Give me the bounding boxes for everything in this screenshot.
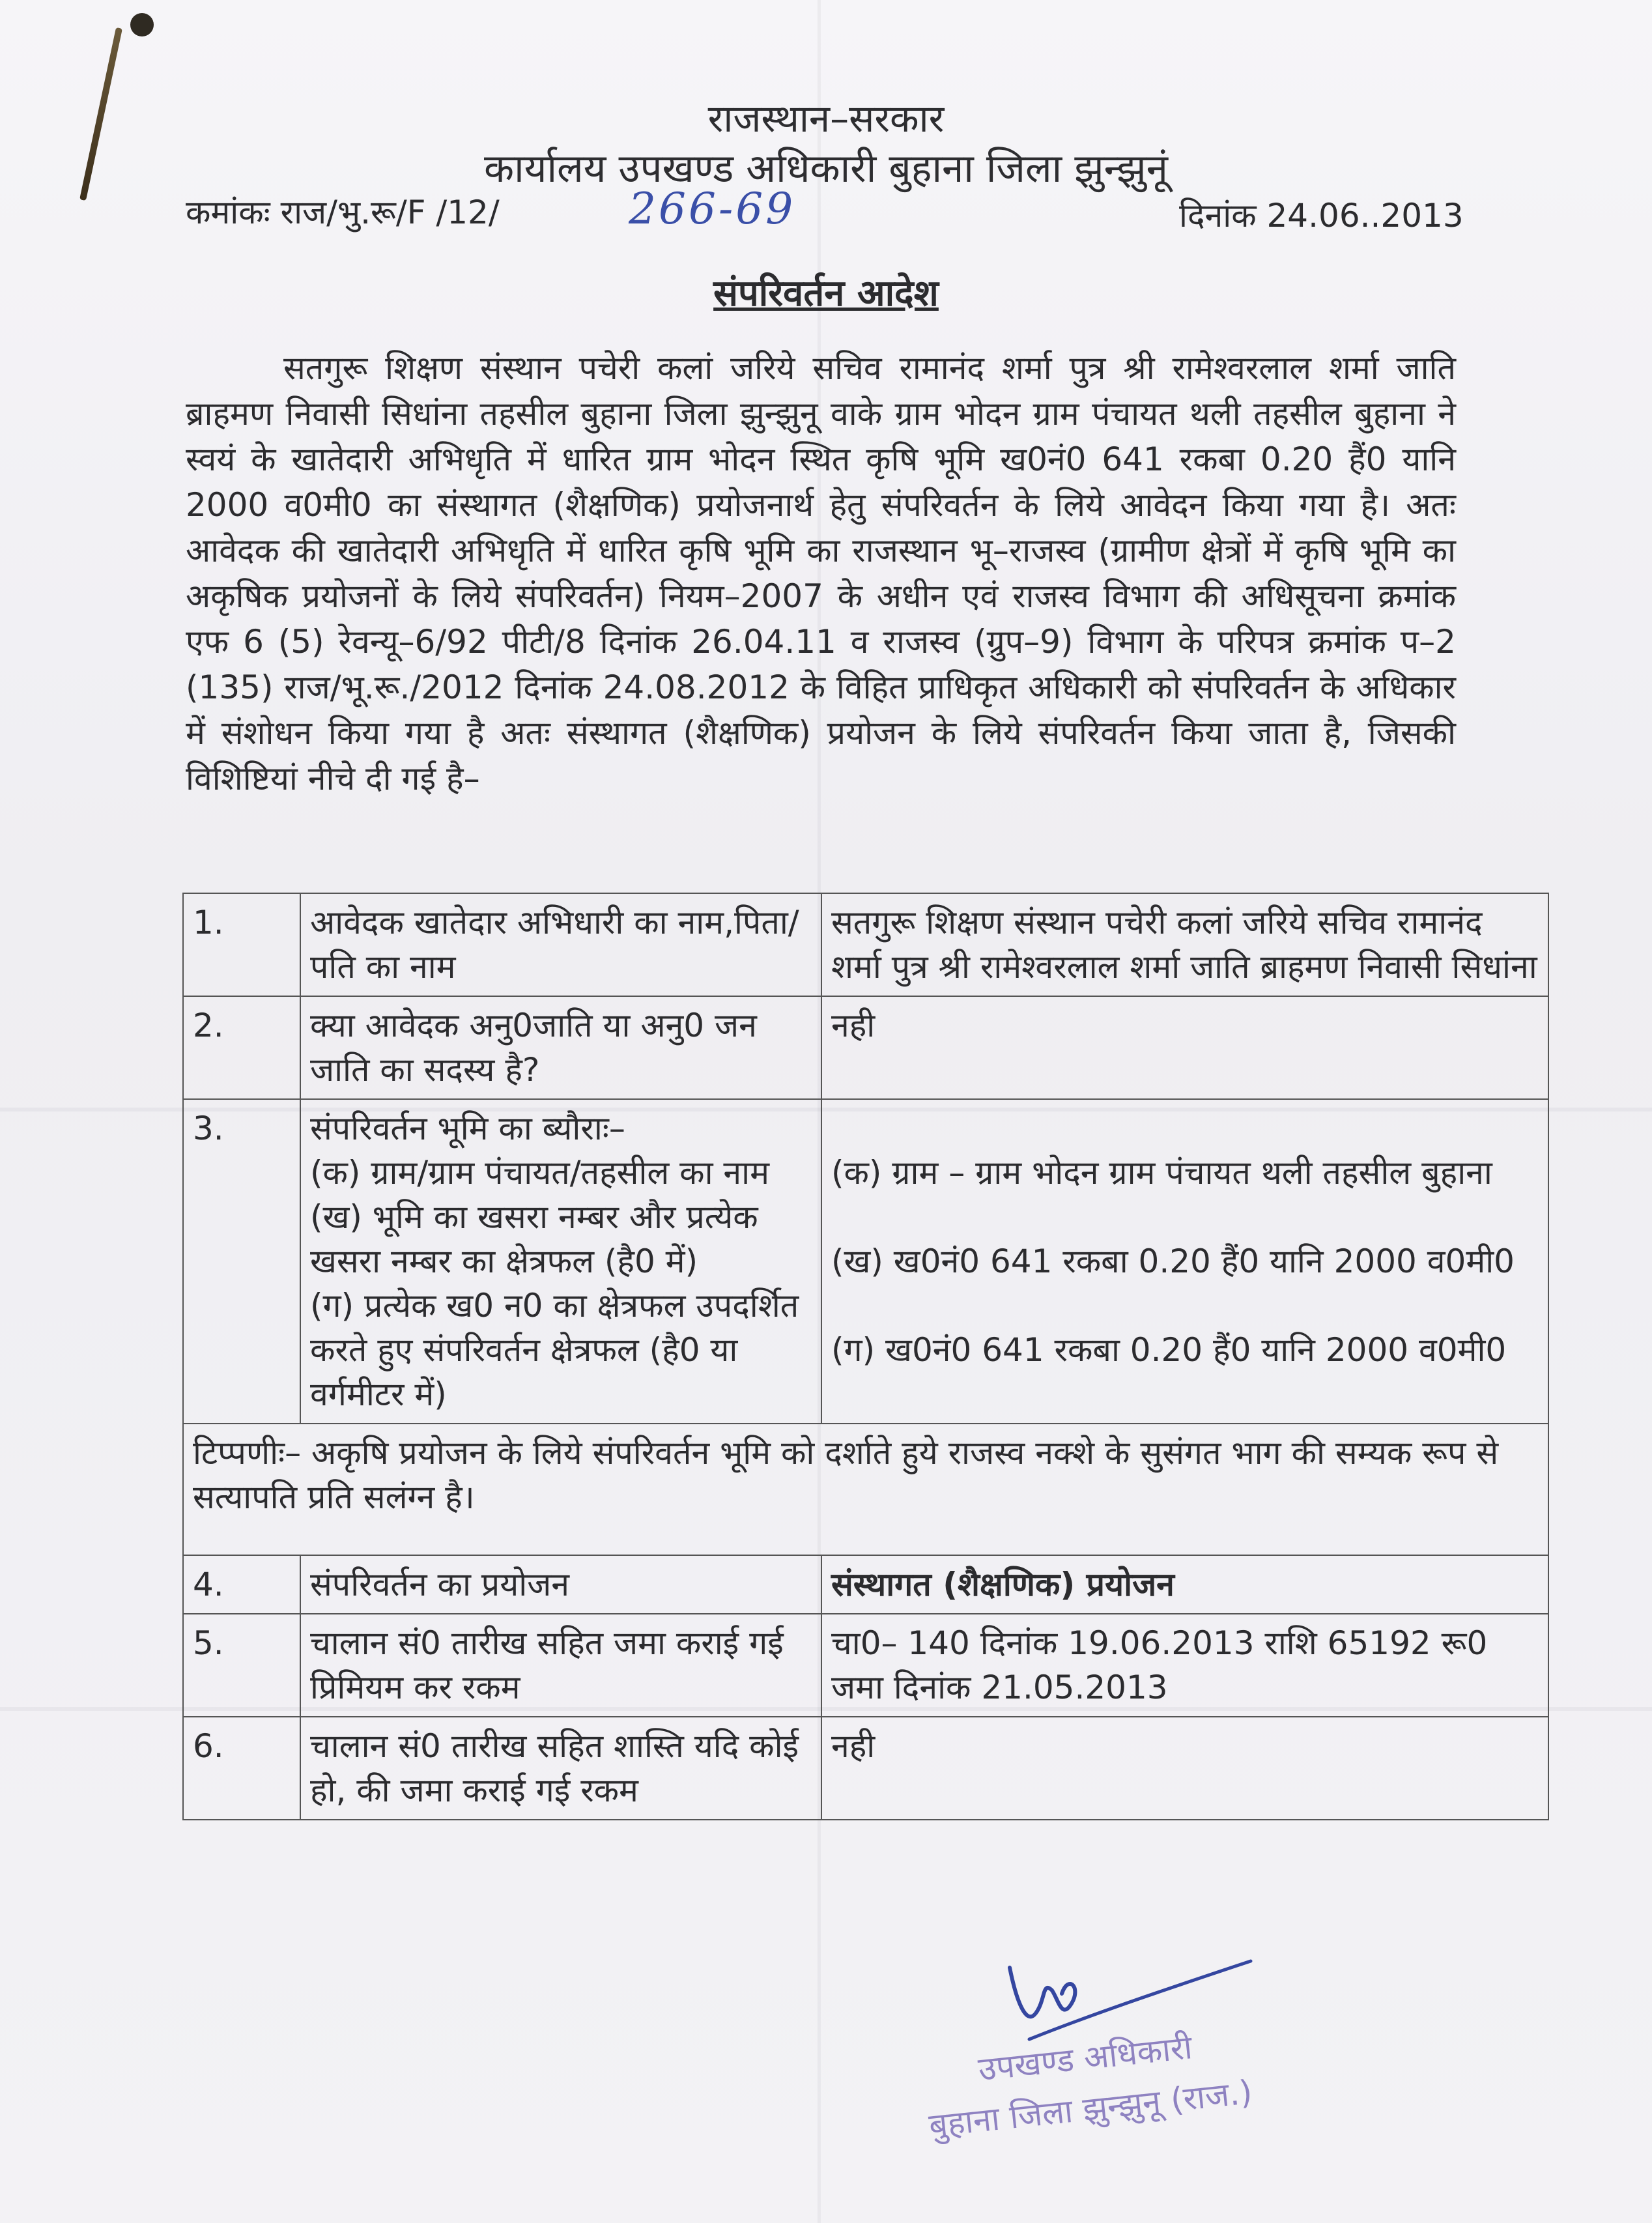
table-row: [183, 1614, 1548, 1717]
table-row: [183, 1555, 1548, 1614]
row-number: 1.: [183, 893, 300, 996]
row-label: [300, 1099, 821, 1424]
label-village: (क) ग्राम/ग्राम पंचायत/तहसील का नाम: [310, 1154, 770, 1192]
label-area: (ग) प्रत्येक ख0 न0 का क्षेत्रफल उपदर्शित करते हुए संपरिवर्तन क्षेत्रफल (है0 या वर्गमीटर में): [310, 1287, 799, 1413]
value-village: (क) ग्राम – ग्राम भोदन ग्राम पंचायत थली तहसील बुहाना: [831, 1154, 1492, 1192]
order-date: दिनांक 24.06..2013: [1179, 197, 1464, 235]
row-number: 3.: [183, 1099, 300, 1424]
value-khasra: (ख) ख0नं0 641 रकबा 0.20 हैं0 यानि 2000 व0मी0: [831, 1242, 1515, 1280]
row-number: 4.: [183, 1555, 300, 1614]
note-cell: टिप्पणीः– अकृषि प्रयोजन के लिये संपरिवर्तन भूमि को दर्शाते हुये राजस्व नक्शे के सुसंगत भाग की सम्यक रूप से सत्यापति प्रति सलंग्न है।: [183, 1424, 1548, 1555]
order-paragraph: [186, 345, 1456, 801]
row-label: क्या आवेदक अनु0जाति या अनु0 जन जाति का सदस्य है?: [300, 996, 821, 1099]
row-value: सतगुरू शिक्षण संस्थान पचेरी कलां जरिये सचिव रामानंद शर्मा पुत्र श्री रामेश्वरलाल शर्मा जाति ब्राहमण निवासी सिधांना: [821, 893, 1548, 996]
stamp-line: उपखण्ड अधिकारी: [976, 2028, 1194, 2089]
paragraph-text: सतगुरू शिक्षण संस्थान पचेरी कलां जरिये सचिव रामानंद शर्मा पुत्र श्री रामेश्वरलाल शर्मा जाति ब्राहमण निवासी सिधांना तहसील बुहाना जिला झुन्झुनू वाके ग्राम भोदन ग्राम पंचायत थली तहसील बुहाना ने स्वयं के खातेदारी अभिधृति में धारित ग्राम भोदन स्थित कृषि भूमि ख0नं0 641 रकबा 0.20 हैं0 यानि 2000 व0मी0 का संस्थागत (शैक्षणिक) प्रयोजनार्थ हेतु संपरिवर्तन के लिये आवेदन किया गया है। अतः आवेदक की खातेदारी अभिधृति में धारित कृषि भूमि का राजस्थान भू–राजस्व (ग्रामीण क्षेत्रों में कृषि भूमि का अकृषिक प्रयोजनों के लिये संपरिवर्तन) नियम–2007 के अधीन एवं राजस्व विभाग की अधिसूचना क्रमांक एफ 6 (5) रेवन्यू–6/92 पीटी/8 दिनांक 26.04.11 व राजस्व (ग्रुप–9) विभाग के परिपत्र क्रमांक प–2 (135) राज/भू.रू./2012 दिनांक 24.08.2012 के विहित प्राधिकृत अधिकारी को संपरिवर्तन के अधिकार में संशोधन किया गया है अतः संस्थागत (शैक्षणिक) प्रयोजन के लिये संपरिवर्तन किया जाता है, जिसकी विशिष्टियां नीचे दी गई है–: [186, 349, 1456, 797]
stamp-line: बुहाना जिला झुन्झुनू (राज.): [927, 2072, 1254, 2145]
row-number: 5.: [183, 1614, 300, 1717]
label-khasra: (ख) भूमि का खसरा नम्बर और प्रत्येक खसरा नम्बर का क्षेत्रफल (है0 में): [310, 1198, 758, 1280]
header-government: राजस्थान–सरकार: [707, 96, 945, 141]
row-label: चालान सं0 तारीख सहित जमा कराई गई प्रिमियम कर रकम: [300, 1614, 821, 1717]
row-value: संस्थागत (शैक्षणिक) प्रयोजन: [821, 1555, 1548, 1614]
row-label: आवेदक खातेदार अभिधारी का नाम,पिता/पति का नाम: [300, 893, 821, 996]
land-details-heading: संपरिवर्तन भूमि का ब्यौराः–: [310, 1110, 625, 1147]
table-row: [183, 996, 1548, 1099]
row-value: [821, 1099, 1548, 1424]
row-value: नही: [821, 996, 1548, 1099]
row-value: चा0– 140 दिनांक 19.06.2013 राशि 65192 रू0 जमा दिनांक 21.05.2013: [821, 1614, 1548, 1717]
row-number: 6.: [183, 1717, 300, 1820]
header-office: कार्यालय उपखण्ड अधिकारी बुहाना जिला झुन्झुनूं: [484, 146, 1168, 192]
row-number: 2.: [183, 996, 300, 1099]
table-row: [183, 1424, 1548, 1555]
row-value: नही: [821, 1717, 1548, 1820]
table-row: [183, 1099, 1548, 1424]
table-row: [183, 893, 1548, 996]
row-label: चालान सं0 तारीख सहित शास्ति यदि कोई हो, की जमा कराई गई रकम: [300, 1717, 821, 1820]
row-label: संपरिवर्तन का प्रयोजन: [300, 1555, 821, 1614]
table-row: [183, 1717, 1548, 1820]
value-area: (ग) ख0नं0 641 रकबा 0.20 हैं0 यानि 2000 व0मी0: [831, 1331, 1507, 1369]
handwritten-number: 266-69: [629, 184, 796, 234]
specification-table: [182, 893, 1549, 1820]
reference-number: कमांकः राज/भु.रू/F /12/: [186, 194, 500, 231]
pin-head: [130, 13, 154, 36]
document-title: संपरिवर्तन आदेश: [713, 272, 939, 315]
